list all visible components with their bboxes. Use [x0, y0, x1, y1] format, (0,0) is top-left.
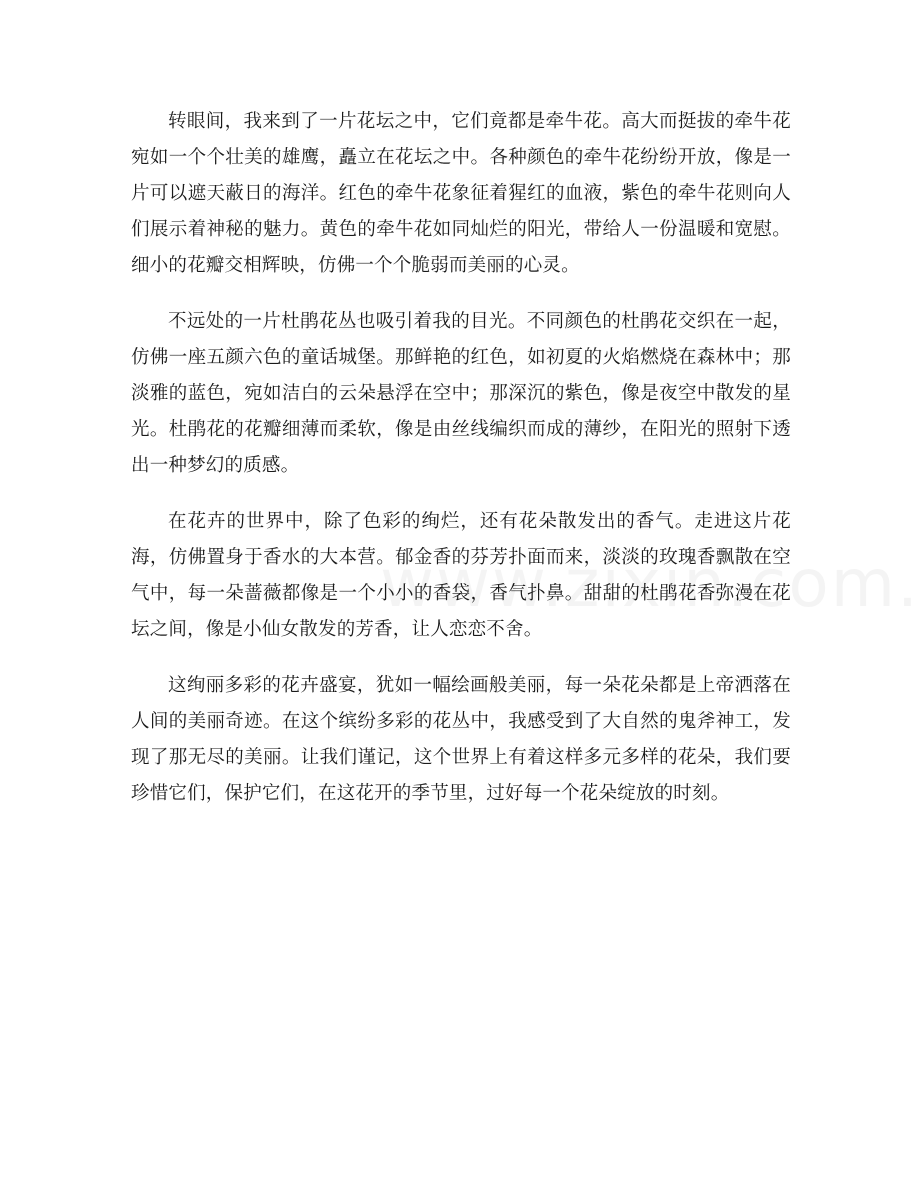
paragraph-1: 转眼间，我来到了一片花坛之中，它们竟都是牵牛花。高大而挺拔的牵牛花宛如一个个壮美的雄鹰，矗立在花坛之中。各种颜色的牵牛花纷纷开放，像是一片可以遮天蔽日的海洋。红色的牵牛花象征着猩红的血液，紫色的牵牛花则向人们展示着神秘的魅力。黄色的牵牛花如同灿烂的阳光，带给人一份温暖和宽慰。细小的花瓣交相辉映，仿佛一个个脆弱而美丽的心灵。 — [131, 111, 791, 276]
paragraph-4: 这绚丽多彩的花卉盛宴，犹如一幅绘画般美丽，每一朵花朵都是上帝洒落在人间的美丽奇迹。在这个缤纷多彩的花丛中，我感受到了大自然的鬼斧神工，发现了那无尽的美丽。让我们谨记，这个世界上有着这样多元多样的花朵，我们要珍惜它们，保护它们，在这花开的季节里，过好每一个花朵绽放的时刻。 — [131, 675, 791, 804]
document-body — [131, 104, 791, 832]
paragraph-2: 不远处的一片杜鹃花丛也吸引着我的目光。不同颜色的杜鹃花交织在一起，仿佛一座五颜六色的童话城堡。那鲜艳的红色，如初夏的火焰燃烧在森林中；那淡雅的蓝色，宛如洁白的云朵悬浮在空中；那深沉的紫色，像是夜空中散发的星光。杜鹃花的花瓣细薄而柔软，像是由丝线编织而成的薄纱，在阳光的照射下透出一种梦幻的质感。 — [131, 311, 791, 476]
paragraph-3: 在花卉的世界中，除了色彩的绚烂，还有花朵散发出的香气。走进这片花海，仿佛置身于香水的大本营。郁金香的芬芳扑面而来，淡淡的玫瑰香飘散在空气中，每一朵蔷薇都像是一个小小的香袋，香气扑鼻。甜甜的杜鹃花香弥漫在花坛之间，像是小仙女散发的芳香，让人恋恋不舍。 — [131, 511, 791, 640]
